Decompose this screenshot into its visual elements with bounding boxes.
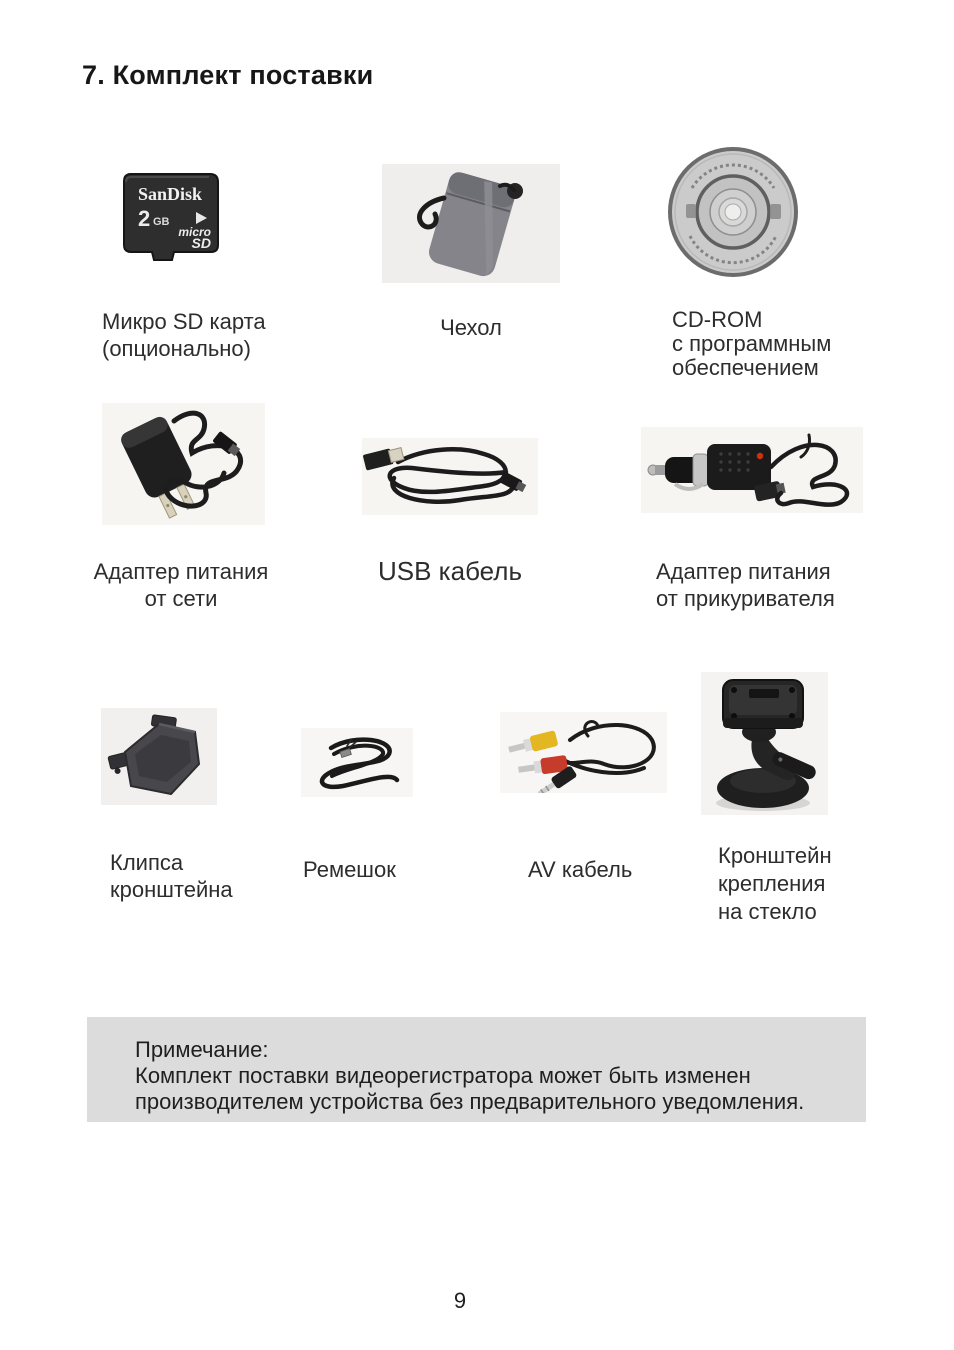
caption-windshield-mount: Кронштейн крепления на стекло [718,843,832,924]
av-cable-photo [500,712,667,793]
svg-text:SanDisk: SanDisk [137,184,203,204]
bracket-clip-photo [101,708,217,805]
windshield-mount-photo [701,672,828,815]
micro-sd-card-photo [112,170,230,262]
note-heading: Примечание: [135,1037,269,1062]
svg-text:micro: micro [178,225,211,239]
caption-ac-adapter: Адаптер питания от сети [93,559,269,611]
caption-car-adapter: Адаптер питания от прикуривателя [656,559,835,611]
note-text-line2: производителем устройства без предварительного уведомления. [135,1089,805,1114]
caption-strap: Ремешок [303,857,396,882]
svg-text:GB: GB [153,216,170,228]
svg-text:SD: SD [191,235,211,251]
strap-photo [301,728,413,797]
pouch-photo [382,164,560,283]
caption-usb-cable: USB кабель [377,556,522,586]
svg-text:2: 2 [138,206,151,231]
ac-power-adapter-photo [102,403,265,525]
car-power-adapter-photo [641,427,863,513]
usb-cable-photo [362,438,538,515]
caption-cd-rom: CD-ROM с программным обеспечением [672,307,832,380]
page-number: 9 [453,1288,467,1313]
caption-pouch: Чехол [440,315,502,340]
page-title: 7. Комплект поставки [82,60,374,90]
note-box [87,1017,866,1122]
caption-av-cable: AV кабель [528,857,633,882]
caption-bracket-clip: Клипса кронштейна [110,850,233,902]
caption-micro-sd-card: Микро SD карта (опционально) [102,309,266,361]
note-text-line1: Комплект поставки видеорегистратора может быть изменен [135,1063,751,1088]
cd-rom-photo [666,144,800,280]
charger-led [757,453,763,459]
